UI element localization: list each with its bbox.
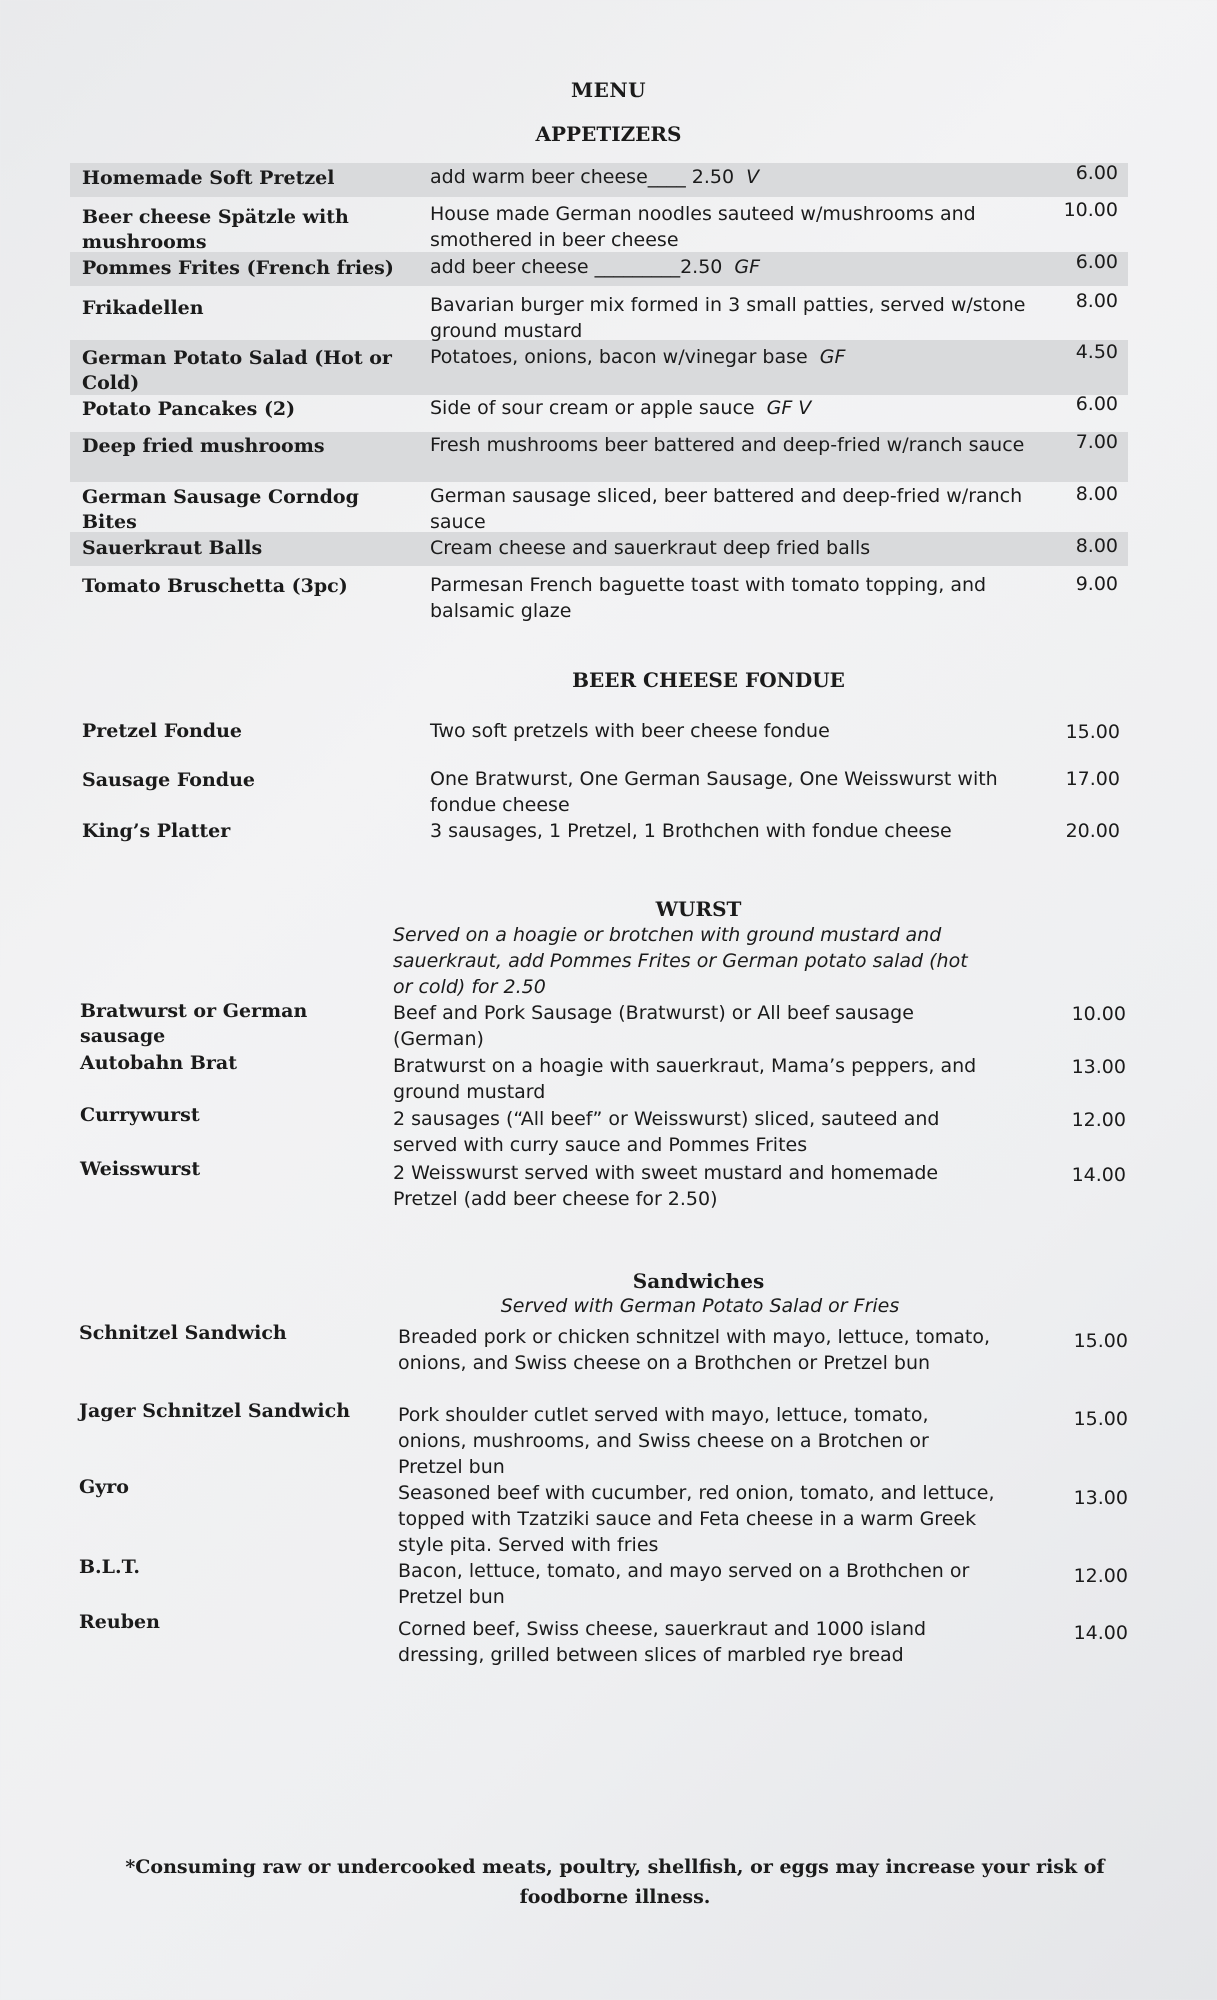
appetizer-name: Deep fried mushrooms [82,435,325,457]
appetizer-name: German Sausage Corndog Bites [82,486,359,533]
sandwich-name: B.L.T. [79,1556,140,1578]
sandwiches-note: Served with German Potato Salad or Fries [500,1295,900,1317]
appetizer-diet-tag: V [746,166,760,188]
appetizer-price: 6.00 [1075,162,1118,184]
appetizers-heading: APPETIZERS [535,122,682,146]
wurst-name: Bratwurst or German sausage [80,1000,308,1047]
appetizer-description: Bavarian burger mix formed in 3 small patties, served w/stone ground mustard [430,294,1026,342]
appetizer-desc-text: Potatoes, onions, bacon w/vinegar base [430,346,808,368]
appetizer-price: 8.00 [1075,290,1118,312]
appetizer-name: Beer cheese Spätzle with mushrooms [82,206,349,253]
appetizer-name: Pommes Frites (French fries) [82,257,394,279]
appetizer-description [430,395,1030,421]
appetizer-name: Potato Pancakes (2) [82,398,296,420]
sandwich-description: Corned beef, Swiss cheese, sauerkraut and 1000 island dressing, grilled between slices of marbled rye bread [398,1618,927,1666]
appetizer-description: German sausage sliced, beer battered and deep-fried w/ranch sauce [430,485,1023,533]
sandwich-description: Seasoned beef with cucumber, red onion, tomato, and lettuce, topped with Tzatziki sauce and Feta cheese in a warm Greek style pita. Served with fries [398,1482,995,1556]
appetizer-name: Homemade Soft Pretzel [82,167,335,189]
wurst-description: Bratwurst on a hoagie with sauerkraut, Mama’s peppers, and ground mustard [393,1055,977,1103]
wurst-description: Beef and Pork Sausage (Bratwurst) or All beef sausage (German) [393,1002,914,1050]
appetizer-diet-tag: GF [819,346,846,368]
wurst-price: 12.00 [1071,1109,1126,1131]
wurst-heading: WURST [655,897,742,921]
fondue-description: Two soft pretzels with beer cheese fondue [430,720,830,742]
appetizer-price: 4.50 [1075,341,1118,363]
wurst-price: 13.00 [1071,1056,1126,1078]
fondue-name: Sausage Fondue [82,769,255,791]
appetizer-description: Parmesan French baguette toast with tomato topping, and balsamic glaze [430,574,987,622]
appetizer-price: 7.00 [1075,431,1118,453]
sandwich-price: 12.00 [1073,1565,1128,1587]
fondue-price: 17.00 [1065,768,1120,790]
sandwich-price: 14.00 [1073,1622,1128,1644]
sandwich-price: 15.00 [1073,1330,1128,1352]
appetizer-desc-text: add warm beer cheese____ 2.50 [430,166,735,188]
appetizer-description: Fresh mushrooms beer battered and deep-fried w/ranch sauce [430,434,1025,456]
food-safety-disclaimer: *Consuming raw or undercooked meats, poultry, shellfish, or eggs may increase your risk of foodborne illness. [125,1856,1105,1908]
sandwich-name: Gyro [79,1476,129,1498]
appetizer-desc-text: Side of sour cream or apple sauce [430,397,755,419]
sandwich-price: 15.00 [1073,1408,1128,1430]
appetizer-diet-tag: GF [734,256,761,278]
appetizer-price: 8.00 [1075,483,1118,505]
appetizer-description: House made German noodles sauteed w/mushrooms and smothered in beer cheese [430,203,976,251]
appetizer-price: 8.00 [1075,535,1118,557]
appetizer-description: Cream cheese and sauerkraut deep fried balls [430,537,871,559]
wurst-description: 2 sausages (“All beef” or Weisswurst) sliced, sauteed and served with curry sauce and Pommes Frites [393,1108,940,1156]
wurst-description: 2 Weisswurst served with sweet mustard and homemade Pretzel (add beer cheese for 2.50) [393,1162,939,1210]
appetizer-price: 6.00 [1075,393,1118,415]
appetizer-name: Tomato Bruschetta (3pc) [82,575,348,597]
sandwich-description: Bacon, lettuce, tomato, and mayo served on a Brothchen or Pretzel bun [398,1560,970,1608]
wurst-note: Served on a hoagie or brotchen with ground mustard and sauerkraut, add Pommes Frites or German potato salad (hot or cold) for 2.50 [393,924,968,998]
fondue-price: 20.00 [1065,820,1120,842]
wurst-price: 10.00 [1071,1003,1126,1025]
sandwich-name: Schnitzel Sandwich [79,1322,287,1344]
wurst-name: Currywurst [80,1104,200,1126]
appetizer-description [430,164,1030,190]
appetizer-description [430,344,1030,370]
sandwich-name: Jager Schnitzel Sandwich [79,1400,351,1422]
appetizer-price: 10.00 [1063,199,1118,221]
appetizer-price: 9.00 [1075,573,1118,595]
fondue-name: King’s Platter [82,820,231,842]
wurst-name: Autobahn Brat [80,1052,238,1074]
appetizer-desc-text: add beer cheese _________2.50 [430,256,723,278]
wurst-price: 14.00 [1071,1164,1126,1186]
fondue-description: One Bratwurst, One German Sausage, One Weisswurst with fondue cheese [430,768,998,816]
appetizer-price: 6.00 [1075,251,1118,273]
appetizer-name: Sauerkraut Balls [82,537,263,559]
sandwiches-heading: Sandwiches [632,1269,765,1293]
sandwich-price: 13.00 [1073,1487,1128,1509]
appetizer-name: German Potato Salad (Hot or Cold) [82,347,392,394]
appetizer-name: Frikadellen [82,297,204,319]
sandwich-name: Reuben [79,1611,160,1633]
sandwich-description: Pork shoulder cutlet served with mayo, lettuce, tomato, onions, mushrooms, and Swiss cheese on a Brotchen or Pretzel bun [398,1404,929,1478]
appetizer-diet-tag: GF V [766,397,812,419]
fondue-description: 3 sausages, 1 Pretzel, 1 Brothchen with fondue cheese [430,820,952,842]
sandwich-description: Breaded pork or chicken schnitzel with mayo, lettuce, tomato, onions, and Swiss cheese on a Brothchen or Pretzel bun [398,1326,990,1374]
appetizer-description [430,254,1030,280]
fondue-heading: BEER CHEESE FONDUE [572,668,845,692]
wurst-name: Weisswurst [80,1158,201,1180]
fondue-price: 15.00 [1065,721,1120,743]
fondue-name: Pretzel Fondue [82,720,242,742]
page-title: MENU [570,78,647,102]
